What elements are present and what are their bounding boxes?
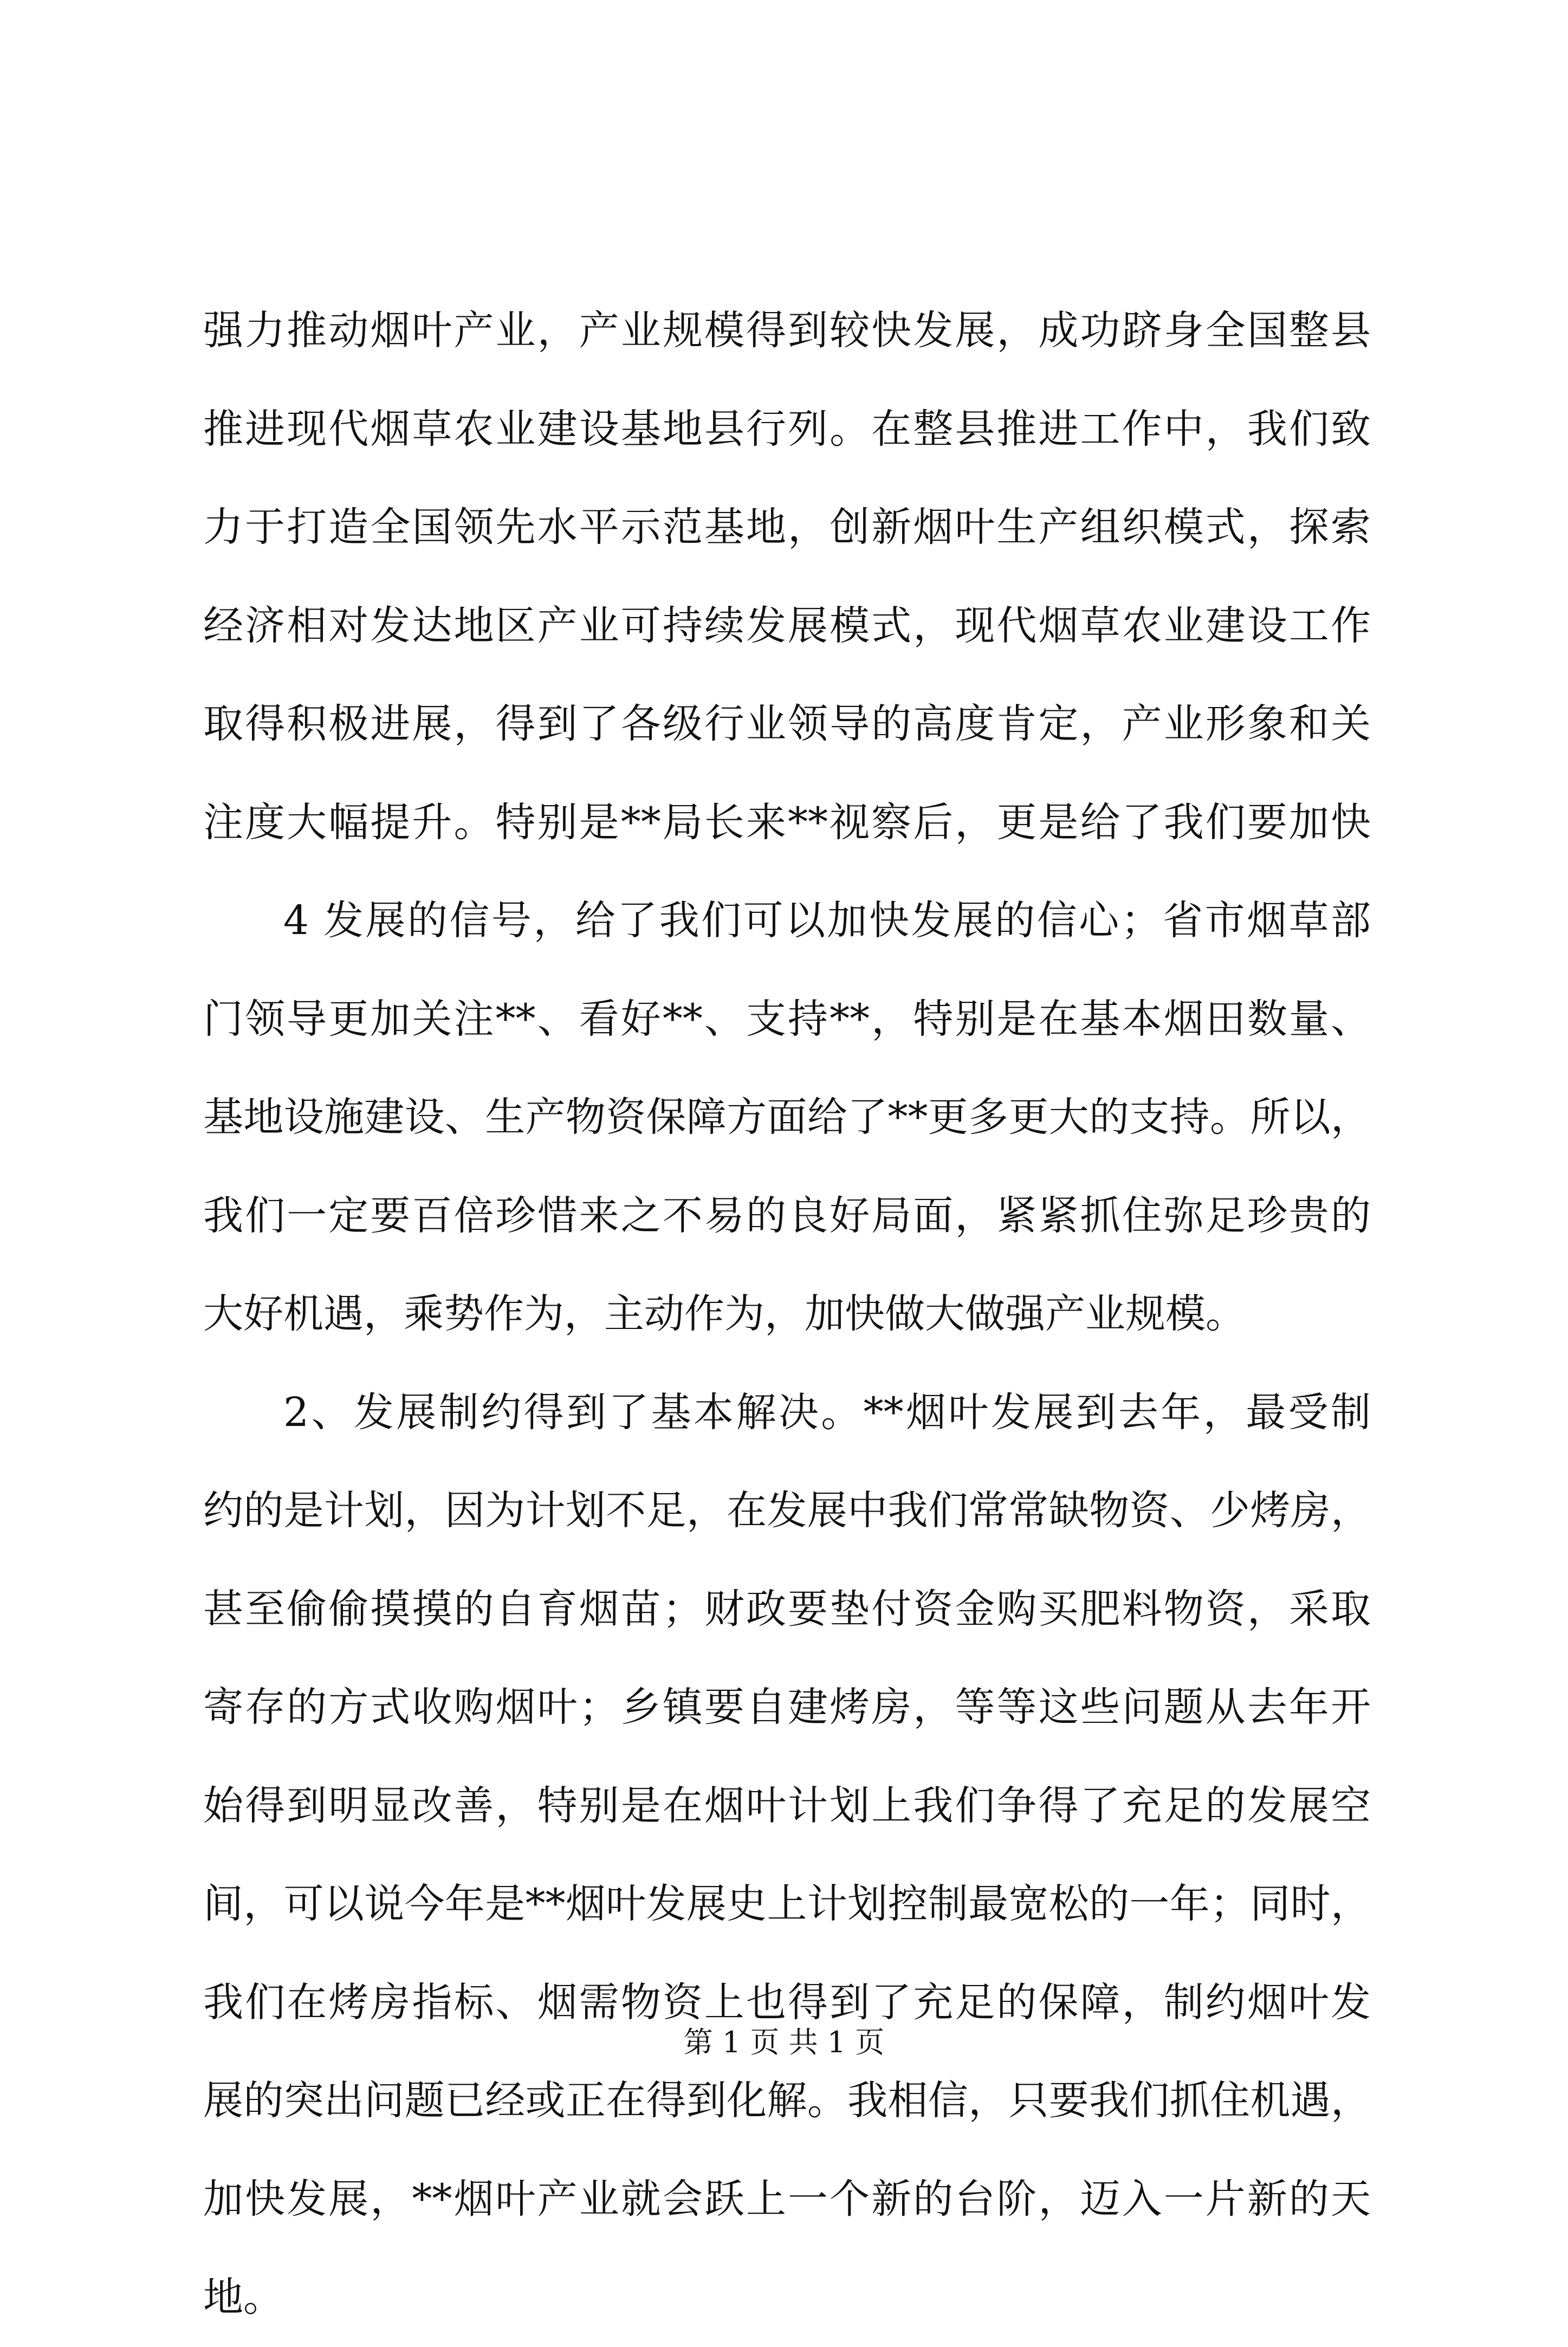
text-line: 我们一定要百倍珍惜来之不易的良好局面，紧紧抓住弥足珍贵的 [203, 1192, 1371, 1239]
text-line: 经济相对发达地区产业可持续发展模式，现代烟草农业建设工作 [203, 602, 1371, 649]
text-line: 我们在烤房指标、烟需物资上也得到了充足的保障，制约烟叶发 [203, 1979, 1371, 2026]
text-line: 地。 [203, 2274, 283, 2320]
text-line: 展的突出问题已经或正在得到化解。我相信，只要我们抓住机遇， [203, 2077, 1371, 2124]
text-line: 间，可以说今年是**烟叶发展史上计划控制最宽松的一年；同时， [203, 1881, 1371, 1927]
text-line: 取得积极进展，得到了各级行业领导的高度肯定，产业形象和关 [203, 701, 1371, 747]
text-line: 始得到明显改善，特别是在烟叶计划上我们争得了充足的发展空 [203, 1782, 1371, 1829]
text-line: 强力推动烟叶产业，产业规模得到较快发展，成功跻身全国整县 [203, 307, 1371, 354]
text-line: 2、发展制约得到了基本解决。**烟叶发展到去年，最受制 [283, 1389, 1371, 1436]
text-line: 甚至偷偷摸摸的自育烟苗；财政要垫付资金购买肥料物资，采取 [203, 1585, 1371, 1632]
text-line: 注度大幅提升。特别是**局长来**视察后，更是给了我们要加快 [203, 799, 1371, 846]
text-line: 基地设施建设、生产物资保障方面给了**更多更大的支持。所以， [203, 1094, 1371, 1140]
text-line: 4 发展的信号，给了我们可以加快发展的信心；省市烟草部 [283, 897, 1371, 944]
text-line: 寄存的方式收购烟叶；乡镇要自建烤房，等等这些问题从去年开 [203, 1684, 1371, 1730]
text-line: 门领导更加关注**、看好**、支持**，特别是在基本烟田数量、 [203, 995, 1371, 1042]
text-line: 推进现代烟草农业建设基地县行列。在整县推进工作中，我们致 [203, 405, 1371, 452]
text-line: 加快发展，**烟叶产业就会跃上一个新的台阶，迈入一片新的天 [203, 2175, 1371, 2222]
text-line: 约的是计划，因为计划不足，在发展中我们常常缺物资、少烤房， [203, 1487, 1371, 1534]
text-line: 大好机遇，乘势作为，主动作为，加快做大做强产业规模。 [203, 1291, 1246, 1337]
page-number-footer: 第 1 页 共 1 页 [683, 2025, 885, 2059]
text-line: 力于打造全国领先水平示范基地，创新烟叶生产组织模式，探索 [203, 504, 1371, 550]
